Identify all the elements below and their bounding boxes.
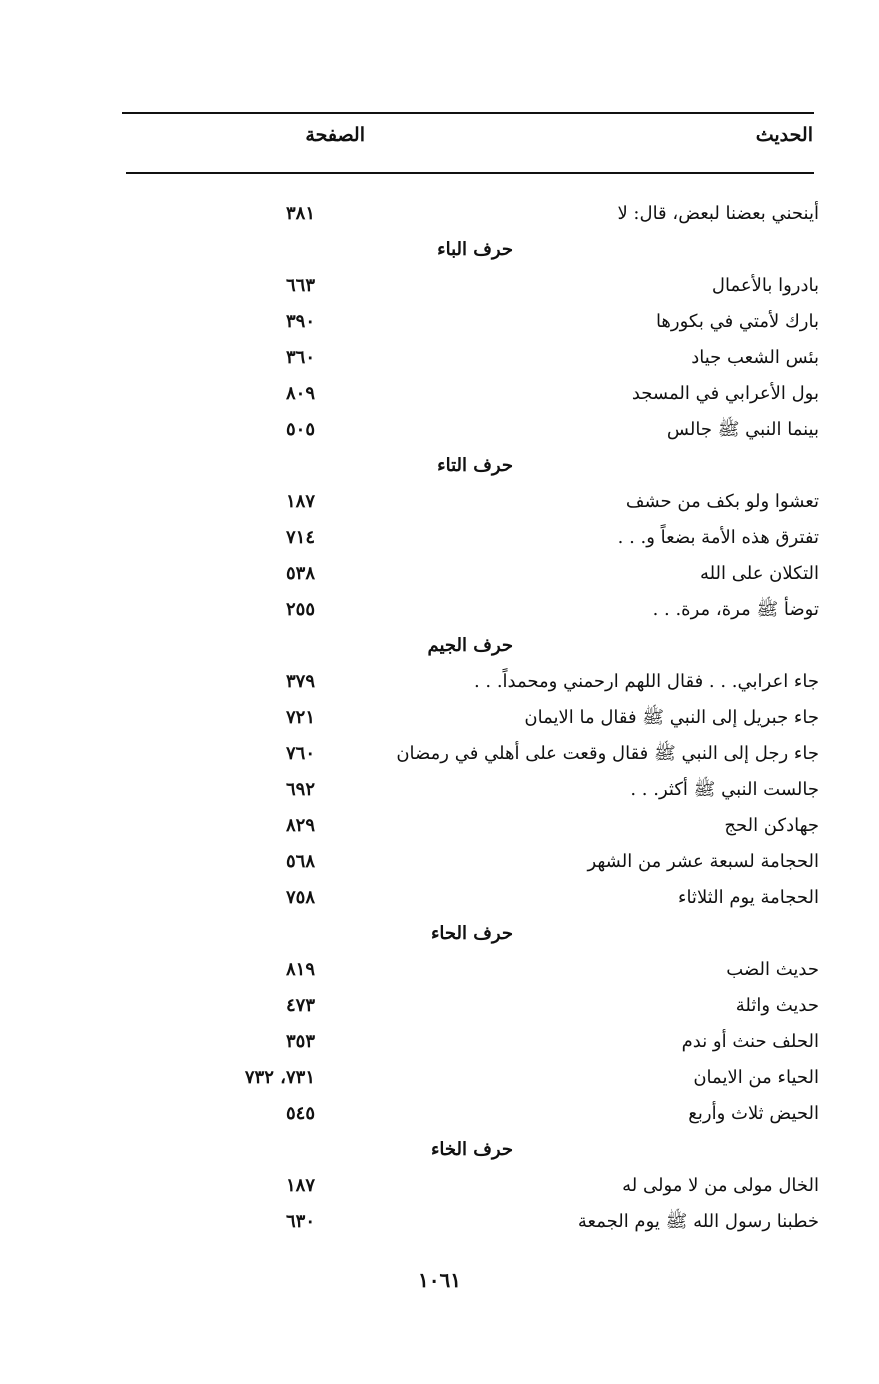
header-bottom-rule <box>126 172 814 174</box>
page-number: ١٠٦١ <box>418 1268 461 1292</box>
section-title: حرف التاء <box>437 455 513 476</box>
hadith-text: جاء رجل إلى النبي ﷺ فقال وقعت على أهلي في رمضان <box>396 743 819 764</box>
hadith-text: بول الأعرابي في المسجد <box>631 383 819 404</box>
index-entry <box>0 484 879 520</box>
index-entry <box>0 1060 879 1096</box>
hadith-text: بينما النبي ﷺ جالس <box>666 419 819 440</box>
index-entry <box>0 880 879 916</box>
page-reference: ٥٦٨ <box>285 851 315 872</box>
page-reference: ٨٢٩ <box>285 815 315 836</box>
index-entry <box>0 988 879 1024</box>
hadith-text: بادروا بالأعمال <box>711 275 819 296</box>
page-reference: ٣٧٩ <box>285 671 315 692</box>
hadith-text: تفترق هذه الأمة بضعاً و. . . <box>617 527 819 548</box>
page-reference: ٢٥٥ <box>285 599 315 620</box>
page-reference: ٨١٩ <box>285 959 315 980</box>
index-entry <box>0 736 879 772</box>
index-entry <box>0 304 879 340</box>
page-reference: ٦٦٣ <box>285 275 315 296</box>
page-reference: ٦٣٠ <box>285 1211 315 1232</box>
index-entry <box>0 844 879 880</box>
page-reference: ٣٨١ <box>285 203 315 224</box>
section-heading <box>0 232 879 268</box>
page-reference: ٨٠٩ <box>285 383 315 404</box>
index-entry <box>0 340 879 376</box>
index-entry <box>0 700 879 736</box>
page-reference: ٧٢١ <box>285 707 315 728</box>
section-heading <box>0 628 879 664</box>
hadith-text: الحياء من الايمان <box>693 1067 819 1088</box>
page-reference: ٣٦٠ <box>285 347 315 368</box>
hadith-text: التكلان على الله <box>699 563 819 584</box>
hadith-text: الحجامة يوم الثلاثاء <box>677 887 819 908</box>
page-reference: ٦٩٢ <box>285 779 315 800</box>
hadith-text: خطبنا رسول الله ﷺ يوم الجمعة <box>577 1211 819 1232</box>
hadith-text: جالست النبي ﷺ أكثر. . . <box>630 779 819 800</box>
section-title: حرف الجيم <box>427 635 513 656</box>
page-reference: ٧٥٨ <box>285 887 315 908</box>
index-entry <box>0 1204 879 1240</box>
hadith-text: الحجامة لسبعة عشر من الشهر <box>587 851 819 872</box>
index-entry <box>0 772 879 808</box>
hadith-text: حديث واثلة <box>735 995 819 1016</box>
page-reference: ٥٣٨ <box>285 563 315 584</box>
index-entry <box>0 808 879 844</box>
page-reference: ٧٦٠ <box>285 743 315 764</box>
index-entry <box>0 520 879 556</box>
page-reference: ١٨٧ <box>285 491 315 512</box>
section-title: حرف الباء <box>437 239 513 260</box>
hadith-text: توضأ ﷺ مرة، مرة. . . <box>652 599 819 620</box>
page-reference: ٣٥٣ <box>285 1031 315 1052</box>
section-title: حرف الخاء <box>430 1139 513 1160</box>
hadith-text: الخال مولى من لا مولى له <box>622 1175 819 1196</box>
hadith-text: جهادكن الحج <box>724 815 819 836</box>
page-reference: ٣٩٠ <box>285 311 315 332</box>
section-heading <box>0 448 879 484</box>
hadith-text: جاء جبريل إلى النبي ﷺ فقال ما الايمان <box>524 707 819 728</box>
column-header-page: الصفحة <box>305 124 365 146</box>
page-reference: ٧١٤ <box>285 527 315 548</box>
hadith-text: الحيض ثلاث وأربع <box>688 1103 819 1124</box>
header-top-rule <box>122 112 814 114</box>
section-title: حرف الحاء <box>430 923 513 944</box>
index-entry <box>0 664 879 700</box>
index-entry <box>0 412 879 448</box>
page-reference: ٧٣١، ٧٣٢ <box>244 1067 315 1088</box>
index-entry <box>0 196 879 232</box>
index-entry <box>0 952 879 988</box>
page-reference: ١٨٧ <box>285 1175 315 1196</box>
hadith-text: جاء اعرابي. . . فقال اللهم ارحمني ومحمداً. . . <box>473 671 819 692</box>
index-entry <box>0 1024 879 1060</box>
column-header-hadith: الحديث <box>755 124 813 146</box>
page-reference: ٥٤٥ <box>285 1103 315 1124</box>
index-entry <box>0 592 879 628</box>
page-reference: ٤٧٣ <box>285 995 315 1016</box>
hadith-text: بارك لأمتي في بكورها <box>655 311 819 332</box>
index-entry <box>0 1168 879 1204</box>
section-heading <box>0 916 879 952</box>
hadith-text: حديث الضب <box>726 959 819 980</box>
index-entry <box>0 268 879 304</box>
hadith-text: الحلف حنث أو ندم <box>681 1031 819 1052</box>
hadith-text: تعشوا ولو بكف من حشف <box>625 491 819 512</box>
page-reference: ٥٠٥ <box>285 419 315 440</box>
index-entry <box>0 556 879 592</box>
hadith-text: بئس الشعب جياد <box>691 347 819 368</box>
index-entries <box>0 196 879 1240</box>
hadith-text: أينحني بعضنا لبعض، قال: لا <box>617 203 819 224</box>
index-entry <box>0 376 879 412</box>
section-heading <box>0 1132 879 1168</box>
index-entry <box>0 1096 879 1132</box>
